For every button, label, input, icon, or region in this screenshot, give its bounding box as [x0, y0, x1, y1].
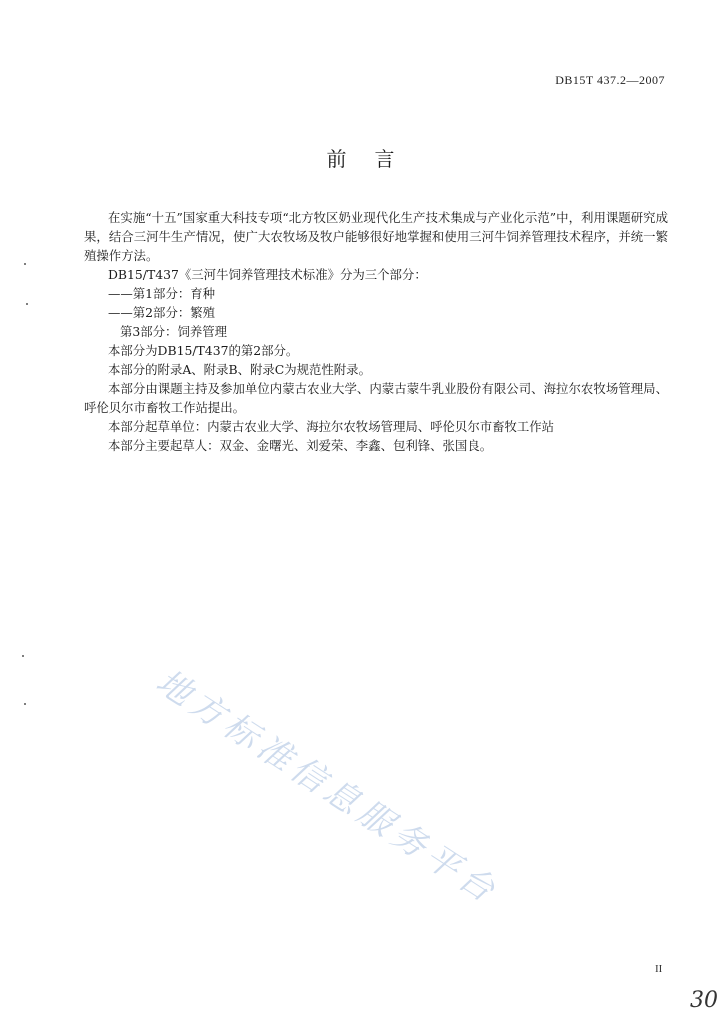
- handwritten-note: 30: [690, 988, 718, 1013]
- paragraph-proposed-by: 本部分由课题主持及参加单位内蒙古农业大学、内蒙古蒙牛乳业股份有限公司、海拉尔农牧场管理局、呼伦贝尔市畜牧工作站提出。: [84, 381, 668, 415]
- paragraph-background: 在实施“十五”国家重大科技专项“北方牧区奶业现代化生产技术集成与产业化示范”中，利用课题研究成果，结合三河牛生产情况，使广大农牧场及牧户能够很好地掌握和使用三河牛饲养管理技术程序，并统一繁殖操作方法。: [84, 210, 668, 263]
- list-item-part-2: ——第2部分：繁殖: [108, 305, 216, 320]
- paragraph-standard-parts: DB15/T437《三河牛饲养管理技术标准》分为三个部分：: [108, 267, 427, 282]
- paragraph-drafting-units: 本部分起草单位：内蒙古农业大学、海拉尔农牧场管理局、呼伦贝尔市畜牧工作站: [108, 419, 555, 434]
- scan-speck: [22, 655, 24, 657]
- scan-speck: [26, 303, 28, 305]
- scan-speck: [24, 263, 26, 265]
- page-number: II: [655, 963, 663, 975]
- paragraph-this-part: 本部分为DB15/T437的第2部分。: [108, 343, 299, 358]
- page-title: 前言: [326, 147, 423, 171]
- watermark-text: 地方标准信息服务平台: [148, 661, 507, 914]
- scan-speck: [24, 703, 26, 705]
- document-code: DB15T 437.2—2007: [555, 73, 665, 87]
- list-item-part-1: ——第1部分：育种: [108, 286, 216, 301]
- list-item-part-3: 第3部分：饲养管理: [120, 324, 228, 339]
- foreword-body: [84, 208, 668, 455]
- paragraph-appendices: 本部分的附录A、附录B、附录C为规范性附录。: [108, 362, 371, 377]
- paragraph-drafters: 本部分主要起草人：双金、金曙光、刘爱荣、李鑫、包利锋、张国良。: [108, 438, 493, 453]
